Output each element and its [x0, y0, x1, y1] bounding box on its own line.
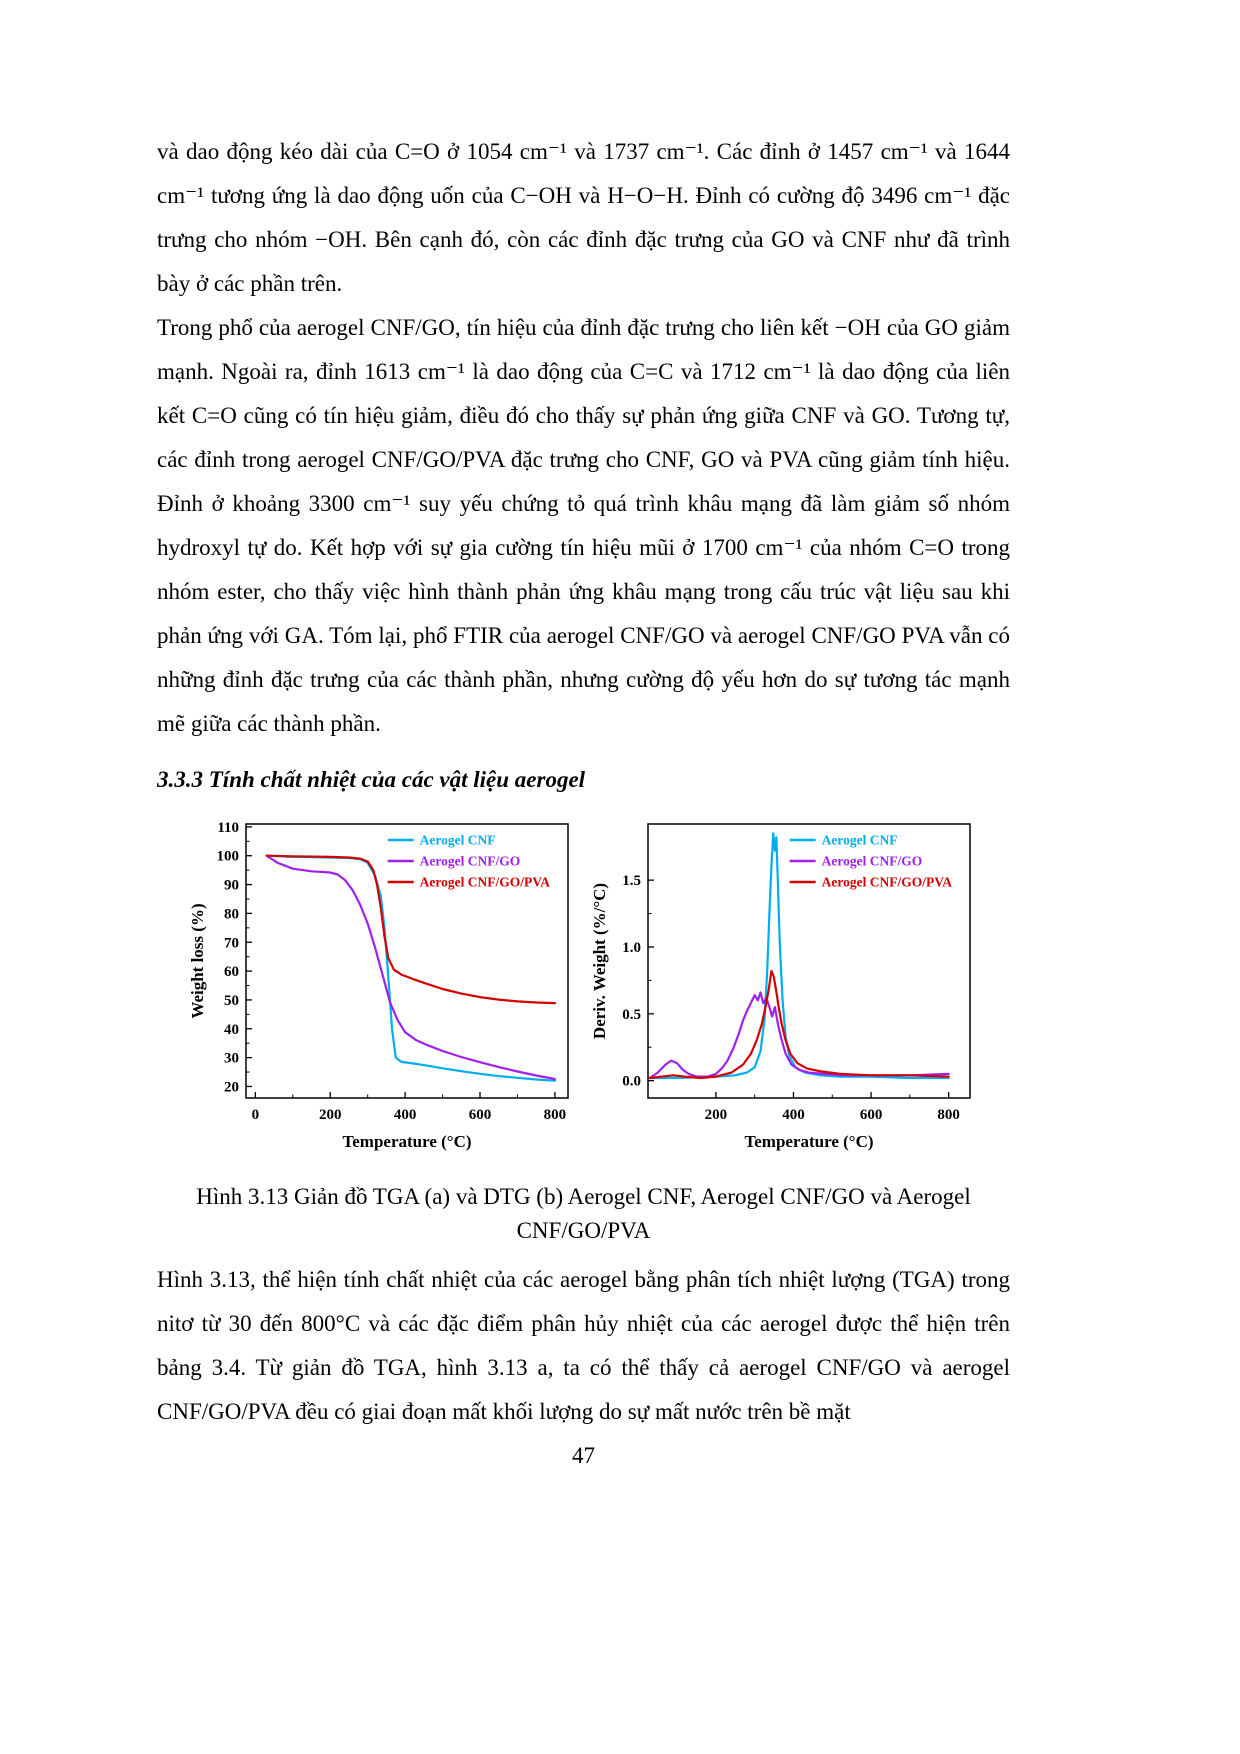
svg-text:90: 90: [223, 877, 239, 894]
svg-text:110: 110: [216, 819, 239, 836]
page-number: 47: [572, 1443, 595, 1468]
svg-text:Aerogel CNF/GO/PVA: Aerogel CNF/GO/PVA: [419, 874, 550, 890]
svg-text:200: 200: [318, 1107, 341, 1123]
svg-text:600: 600: [859, 1107, 882, 1123]
dtg-chart: [590, 814, 980, 1160]
svg-text:800: 800: [543, 1107, 566, 1123]
svg-text:400: 400: [393, 1107, 416, 1123]
svg-text:60: 60: [223, 964, 239, 981]
svg-text:600: 600: [468, 1107, 491, 1123]
figure-3-13: [157, 814, 1010, 1160]
svg-text:1.5: 1.5: [621, 873, 641, 890]
svg-text:0: 0: [251, 1107, 259, 1123]
svg-text:Deriv. Weight (%/°C): Deriv. Weight (%/°C): [589, 882, 609, 1040]
svg-text:Weight loss (%): Weight loss (%): [187, 903, 207, 1019]
section-heading-3-3-3: 3.3.3 Tính chất nhiệt của các vật liệu aerogel: [157, 767, 586, 792]
paragraph-thermal-analysis: Hình 3.13, thể hiện tính chất nhiệt của các aerogel bằng phân tích nhiệt lượng (TGA) trong nitơ từ 30 đến 800°C và các đặc điểm phân hủy nhiệt của các aerogel được thể hiện trên bảng 3.4. Từ giản đồ TGA, hình 3.13 a, ta có thể thấy cả aerogel CNF/GO và aerogel CNF/GO/PVA đều có giai đoạn mất khối lượng do sự mất nước trên bề mặt: [157, 1267, 1010, 1424]
svg-text:Aerogel CNF/GO: Aerogel CNF/GO: [821, 853, 922, 869]
svg-text:50: 50: [223, 992, 239, 1009]
svg-text:Temperature (°C): Temperature (°C): [341, 1132, 472, 1151]
tga-chart: [188, 814, 578, 1160]
svg-text:40: 40: [223, 1021, 239, 1038]
svg-text:Temperature (°C): Temperature (°C): [743, 1132, 874, 1151]
svg-text:Aerogel CNF/GO/PVA: Aerogel CNF/GO/PVA: [821, 874, 952, 890]
figure-3-13-caption: Hình 3.13 Giản đồ TGA (a) và DTG (b) Aerogel CNF, Aerogel CNF/GO và Aerogel CNF/GO/PVA: [196, 1184, 971, 1243]
paragraph-ftir-continued: và dao động kéo dài của C=O ở 1054 cm⁻¹ và 1737 cm⁻¹. Các đỉnh ở 1457 cm⁻¹ và 1644 cm⁻¹ tương ứng là dao động uốn của C−OH và H−O−H. Đỉnh có cường độ 3496 cm⁻¹ đặc trưng cho nhóm −OH. Bên cạnh đó, còn các đỉnh đặc trưng của GO và CNF như đã trình bày ở các phần trên.: [157, 139, 1010, 296]
paragraph-ftir-aerogel: Trong phổ của aerogel CNF/GO, tín hiệu của đỉnh đặc trưng cho liên kết −OH của GO giảm mạnh. Ngoài ra, đỉnh 1613 cm⁻¹ là dao động của C=C và 1712 cm⁻¹ là dao động của liên kết C=O cũng có tín hiệu giảm, điều đó cho thấy sự phản ứng giữa CNF và GO. Tương tự, các đỉnh trong aerogel CNF/GO/PVA đặc trưng cho CNF, GO và PVA cũng giảm tính hiệu. Đỉnh ở khoảng 3300 cm⁻¹ suy yếu chứng tỏ quá trình khâu mạng đã làm giảm số nhóm hydroxyl tự do. Kết hợp với sự gia cường tín hiệu mũi ở 1700 cm⁻¹ của nhóm C=O trong nhóm ester, cho thấy việc hình thành phản ứng khâu mạng trong cấu trúc vật liệu sau khi phản ứng với GA. Tóm lại, phổ FTIR của aerogel CNF/GO và aerogel CNF/GO PVA vẫn có những đỉnh đặc trưng của các thành phần, nhưng cường độ yếu hơn do sự tương tác mạnh mẽ giữa các thành phần.: [157, 315, 1010, 736]
svg-text:1.0: 1.0: [621, 939, 641, 956]
svg-text:0.0: 0.0: [621, 1073, 641, 1090]
svg-text:20: 20: [223, 1079, 239, 1096]
svg-text:80: 80: [223, 906, 239, 923]
svg-text:400: 400: [781, 1107, 805, 1123]
svg-text:30: 30: [223, 1050, 239, 1067]
svg-text:200: 200: [704, 1107, 727, 1123]
svg-text:800: 800: [936, 1107, 960, 1123]
svg-text:100: 100: [216, 848, 239, 865]
svg-text:Aerogel CNF: Aerogel CNF: [821, 832, 898, 848]
svg-text:Aerogel CNF/GO: Aerogel CNF/GO: [419, 853, 520, 869]
svg-text:Aerogel CNF: Aerogel CNF: [419, 832, 496, 848]
svg-text:70: 70: [223, 935, 239, 952]
svg-text:0.5: 0.5: [621, 1006, 641, 1023]
